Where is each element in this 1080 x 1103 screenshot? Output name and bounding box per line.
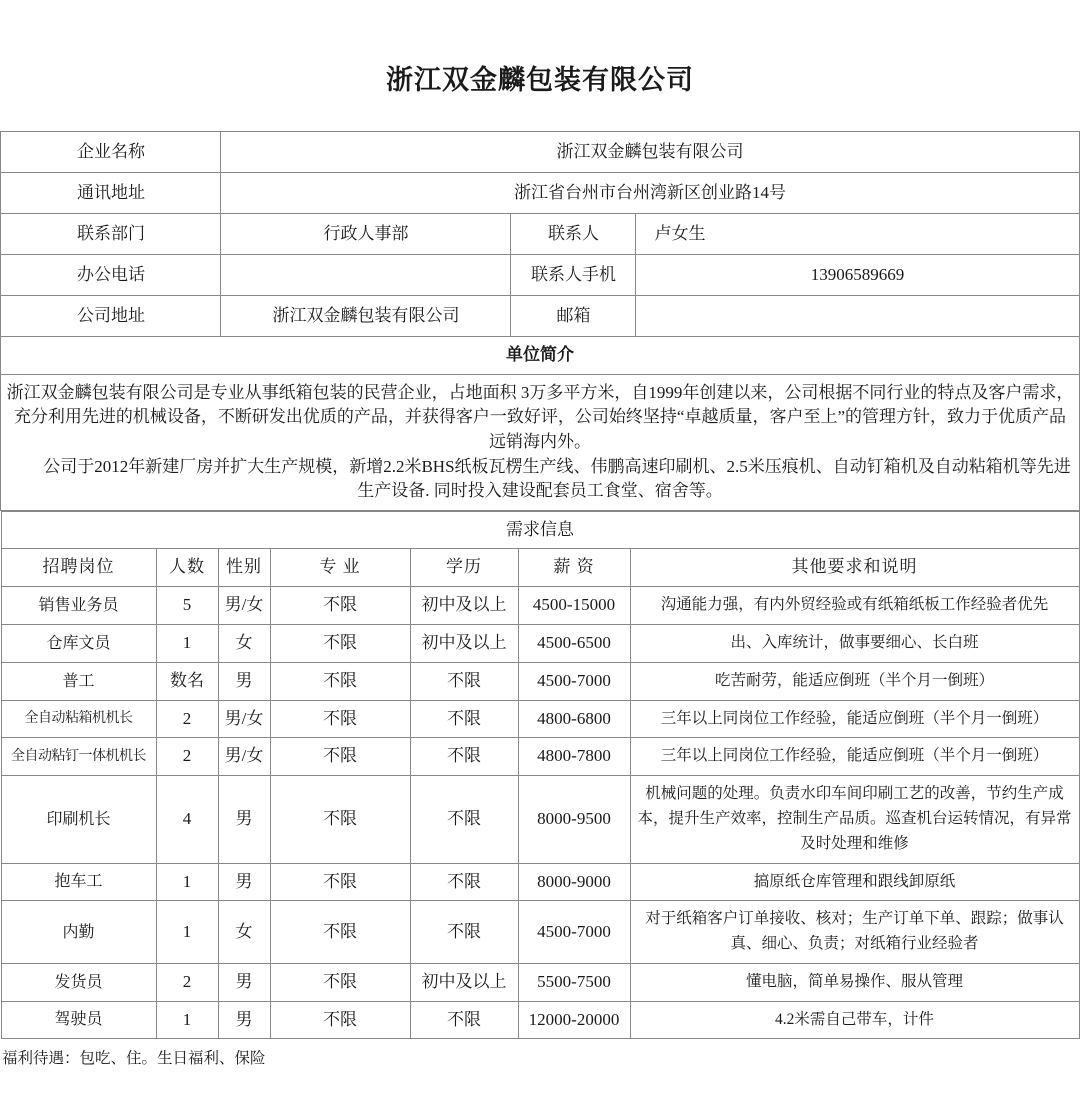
job-major: 不限: [270, 662, 410, 700]
job-count: 1: [156, 863, 218, 901]
table-row: [1, 374, 1079, 510]
jobs-section-heading: 需求信息: [1, 511, 1079, 549]
job-remark: 机械问题的处理。负责水印车间印刷工艺的改善，节约生产成本，提升生产效率，控制生产品质。巡查机台运转情况，有异常及时处理和维修: [630, 776, 1079, 863]
benefits-footer: 福利待遇：包吃、住。生日福利、保险: [2, 1050, 266, 1068]
job-post: 抱车工: [1, 863, 156, 901]
table-row: [1, 662, 1079, 700]
job-count: 2: [156, 738, 218, 776]
job-salary: 8000-9500: [518, 776, 630, 863]
job-gender: 女: [218, 901, 270, 964]
job-education: 不限: [410, 662, 518, 700]
job-gender: 男: [218, 863, 270, 901]
job-remark: 4.2米需自己带车，计件: [630, 1001, 1079, 1039]
job-education: 不限: [410, 776, 518, 863]
mail-address-label: 通讯地址: [1, 173, 221, 214]
job-remark: 搞原纸仓库管理和跟线卸原纸: [630, 863, 1079, 901]
job-count: 1: [156, 624, 218, 662]
intro-paragraph-1: 浙江双金麟包装有限公司是专业从事纸箱包装的民营企业，占地面积 3万多平方米，自1999年创建以来，公司根据不同行业的特点及客户需求，充分利用先进的机械设备，不断研发出优质的产品，并获得客户一致好评，公司始终坚持“卓越质量，客户至上”的管理方针，致力于优质产品远销海内外。: [6, 382, 1074, 451]
job-gender: 男: [218, 776, 270, 863]
table-row: [1, 738, 1079, 776]
table-row: [1, 173, 1079, 214]
office-phone-label: 办公电话: [1, 255, 221, 296]
job-remark: 沟通能力强，有内外贸经验或有纸箱纸板工作经验者优先: [630, 587, 1079, 625]
job-count: 数名: [156, 662, 218, 700]
company-name-label: 企业名称: [1, 132, 221, 173]
job-post: 普工: [1, 662, 156, 700]
job-gender: 男/女: [218, 587, 270, 625]
job-education: 不限: [410, 863, 518, 901]
job-count: 4: [156, 776, 218, 863]
job-salary: 4500-7000: [518, 901, 630, 964]
table-row: [1, 337, 1079, 375]
job-post: 印刷机长: [1, 776, 156, 863]
table-row: [1, 587, 1079, 625]
job-post: 发货员: [1, 963, 156, 1001]
job-post: 内勤: [1, 901, 156, 964]
table-row: [1, 624, 1079, 662]
job-education: 初中及以上: [410, 624, 518, 662]
job-major: 不限: [270, 738, 410, 776]
job-major: 不限: [270, 901, 410, 964]
job-count: 1: [156, 901, 218, 964]
job-salary: 4500-6500: [518, 624, 630, 662]
job-gender: 男: [218, 963, 270, 1001]
job-post: 全自动粘钉一体机机长: [1, 738, 156, 776]
job-education: 不限: [410, 738, 518, 776]
table-row: [1, 863, 1079, 901]
job-salary: 8000-9000: [518, 863, 630, 901]
job-major: 不限: [270, 776, 410, 863]
job-post: 仓库文员: [1, 624, 156, 662]
intro-heading: 单位简介: [1, 337, 1079, 375]
job-gender: 男: [218, 662, 270, 700]
job-remark: 懂电脑，简单易操作、服从管理: [630, 963, 1079, 1001]
job-count: 1: [156, 1001, 218, 1039]
mobile-label: 联系人手机: [511, 255, 636, 296]
header-count: 人数: [156, 549, 218, 587]
job-count: 2: [156, 700, 218, 738]
company-address-value: 浙江双金麟包装有限公司: [221, 296, 511, 337]
table-row: [1, 511, 1079, 549]
job-salary: 4500-15000: [518, 587, 630, 625]
table-row: [1, 255, 1079, 296]
header-education: 学历: [410, 549, 518, 587]
job-count: 5: [156, 587, 218, 625]
job-education: 不限: [410, 1001, 518, 1039]
job-salary: 4500-7000: [518, 662, 630, 700]
page-title: 浙江双金麟包装有限公司: [386, 65, 694, 95]
job-remark: 三年以上同岗位工作经验，能适应倒班（半个月一倒班）: [630, 700, 1079, 738]
header-remark: 其他要求和说明: [630, 549, 1079, 587]
job-remark: 三年以上同岗位工作经验，能适应倒班（半个月一倒班）: [630, 738, 1079, 776]
job-education: 初中及以上: [410, 963, 518, 1001]
job-salary: 5500-7500: [518, 963, 630, 1001]
mobile-value: 13906589669: [636, 255, 1079, 296]
job-remark: 出、入库统计，做事要细心、长白班: [630, 624, 1079, 662]
job-remark: 对于纸箱客户订单接收、核对；生产订单下单、跟踪；做事认真、细心、负责；对纸箱行业经验者: [630, 901, 1079, 964]
job-major: 不限: [270, 587, 410, 625]
job-major: 不限: [270, 863, 410, 901]
company-info-table: [0, 131, 1079, 511]
job-education: 不限: [410, 901, 518, 964]
header-post: 招聘岗位: [1, 549, 156, 587]
table-row: [1, 214, 1079, 255]
job-gender: 男/女: [218, 700, 270, 738]
contact-dept-value: 行政人事部: [221, 214, 511, 255]
table-row: [1, 901, 1079, 964]
email-value: [636, 296, 1079, 337]
contact-person-value: 卢女生: [636, 214, 1079, 255]
job-post: 驾驶员: [1, 1001, 156, 1039]
table-row: [1, 132, 1079, 173]
table-row: [1, 700, 1079, 738]
intro-body: [1, 374, 1079, 510]
job-gender: 男: [218, 1001, 270, 1039]
job-major: 不限: [270, 624, 410, 662]
table-header-row: [1, 549, 1079, 587]
contact-person-label: 联系人: [511, 214, 636, 255]
table-row: [1, 296, 1079, 337]
job-salary: 12000-20000: [518, 1001, 630, 1039]
job-post: 全自动粘箱机机长: [1, 700, 156, 738]
job-major: 不限: [270, 1001, 410, 1039]
job-remark: 吃苦耐劳，能适应倒班（半个月一倒班）: [630, 662, 1079, 700]
job-count: 2: [156, 963, 218, 1001]
header-major: 专 业: [270, 549, 410, 587]
header-salary: 薪 资: [518, 549, 630, 587]
table-row: [1, 776, 1079, 863]
job-major: 不限: [270, 700, 410, 738]
intro-paragraph-2: 公司于2012年新建厂房并扩大生产规模，新增2.2米BHS纸板瓦楞生产线、伟鹏高速印刷机、2.5米压痕机、自动钉箱机及自动粘箱机等先进生产设备. 同时投入建设配套员工食堂、宿舍等。: [43, 456, 1071, 501]
job-requirements-table: [1, 511, 1080, 1040]
job-gender: 男/女: [218, 738, 270, 776]
job-gender: 女: [218, 624, 270, 662]
office-phone-value: [221, 255, 511, 296]
job-major: 不限: [270, 963, 410, 1001]
job-salary: 4800-7800: [518, 738, 630, 776]
job-post: 销售业务员: [1, 587, 156, 625]
job-salary: 4800-6800: [518, 700, 630, 738]
job-education: 不限: [410, 700, 518, 738]
contact-dept-label: 联系部门: [1, 214, 221, 255]
company-name-value: 浙江双金麟包装有限公司: [221, 132, 1079, 173]
company-address-label: 公司地址: [1, 296, 221, 337]
email-label: 邮箱: [511, 296, 636, 337]
header-gender: 性别: [218, 549, 270, 587]
table-row: [1, 1001, 1079, 1039]
mail-address-value: 浙江省台州市台州湾新区创业路14号: [221, 173, 1079, 214]
table-row: [1, 963, 1079, 1001]
job-education: 初中及以上: [410, 587, 518, 625]
